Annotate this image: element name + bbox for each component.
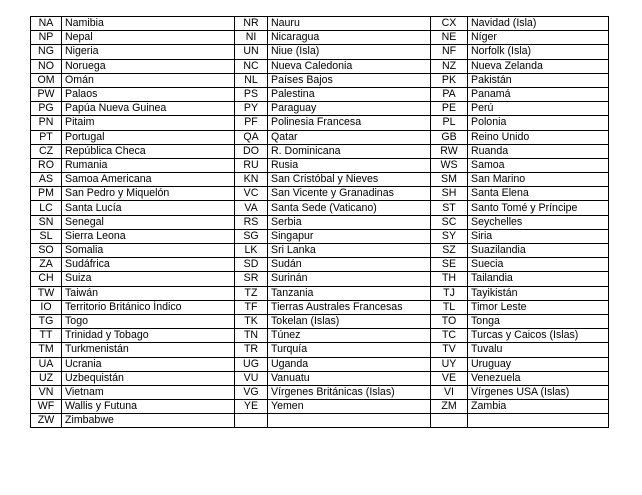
country-code-cell: KN	[235, 173, 268, 187]
country-name-cell: Sudáfrica	[62, 258, 235, 272]
country-name-cell: Norfolk (Isla)	[468, 45, 609, 59]
country-code-cell: PN	[31, 116, 62, 130]
country-code-cell: SM	[431, 173, 468, 187]
country-code-cell: TL	[431, 300, 468, 314]
country-name-cell: Tuvalu	[468, 343, 609, 357]
country-name-cell: Papúa Nueva Guinea	[62, 102, 235, 116]
country-code-cell: TH	[431, 272, 468, 286]
country-code-cell: YE	[235, 400, 268, 414]
country-code-cell: VG	[235, 385, 268, 399]
country-code-cell: PL	[431, 116, 468, 130]
country-name-cell: Rusia	[268, 158, 431, 172]
country-name-cell: Turcas y Caicos (Islas)	[468, 329, 609, 343]
country-name-cell: República Checa	[62, 144, 235, 158]
table-row	[31, 45, 609, 59]
country-name-cell: Perú	[468, 102, 609, 116]
country-name-cell: Togo	[62, 314, 235, 328]
country-code-cell: VE	[431, 371, 468, 385]
country-name-cell: Samoa Americana	[62, 173, 235, 187]
country-name-cell: Uzbequistán	[62, 371, 235, 385]
table-row	[31, 215, 609, 229]
country-name-cell: Países Bajos	[268, 73, 431, 87]
country-code-cell: SL	[31, 229, 62, 243]
table-row	[31, 357, 609, 371]
country-name-cell: Tailandia	[468, 272, 609, 286]
country-name-cell: Palaos	[62, 87, 235, 101]
country-code-cell: WS	[431, 158, 468, 172]
country-name-cell: Niue (Isla)	[268, 45, 431, 59]
country-code-cell: OM	[31, 73, 62, 87]
table-row	[31, 144, 609, 158]
country-name-cell: Sierra Leona	[62, 229, 235, 243]
country-name-cell: Polonia	[468, 116, 609, 130]
country-name-cell: Rumania	[62, 158, 235, 172]
country-name-cell: Tanzania	[268, 286, 431, 300]
country-code-cell: ST	[431, 201, 468, 215]
country-name-cell: Túnez	[268, 329, 431, 343]
country-code-table	[30, 16, 609, 428]
country-code-cell: NP	[31, 31, 62, 45]
country-name-cell: Nigeria	[62, 45, 235, 59]
country-name-cell: Uruguay	[468, 357, 609, 371]
country-name-cell: Uganda	[268, 357, 431, 371]
country-code-cell: TR	[235, 343, 268, 357]
country-code-cell: WF	[31, 400, 62, 414]
country-code-cell: PK	[431, 73, 468, 87]
country-name-cell: Zimbabwe	[62, 414, 235, 428]
country-code-cell: SD	[235, 258, 268, 272]
table-row	[31, 258, 609, 272]
country-code-cell: RO	[31, 158, 62, 172]
country-name-cell: Tierras Australes Francesas	[268, 300, 431, 314]
country-name-cell: Surinán	[268, 272, 431, 286]
country-name-cell: Santa Elena	[468, 187, 609, 201]
country-code-cell: PW	[31, 87, 62, 101]
table-row	[31, 87, 609, 101]
country-code-cell: CH	[31, 272, 62, 286]
country-code-cell: RS	[235, 215, 268, 229]
country-code-cell: UG	[235, 357, 268, 371]
country-name-cell: Trinidad y Tobago	[62, 329, 235, 343]
country-code-cell: TG	[31, 314, 62, 328]
table-row	[31, 244, 609, 258]
country-name-cell: San Vicente y Granadinas	[268, 187, 431, 201]
country-name-cell: Vanuatu	[268, 371, 431, 385]
country-code-cell: SG	[235, 229, 268, 243]
country-code-cell: LC	[31, 201, 62, 215]
table-row	[31, 102, 609, 116]
country-code-cell: ZM	[431, 400, 468, 414]
country-code-cell: TJ	[431, 286, 468, 300]
country-code-cell: VA	[235, 201, 268, 215]
country-table-body	[31, 17, 609, 428]
country-code-cell: TN	[235, 329, 268, 343]
country-name-cell: Tokelan (Islas)	[268, 314, 431, 328]
country-code-cell: SC	[431, 215, 468, 229]
country-code-cell: RW	[431, 144, 468, 158]
country-name-cell: Turkmenistán	[62, 343, 235, 357]
country-code-cell: TT	[31, 329, 62, 343]
country-code-cell: NC	[235, 59, 268, 73]
country-name-cell: Sri Lanka	[268, 244, 431, 258]
country-code-cell: TF	[235, 300, 268, 314]
country-code-cell: PG	[31, 102, 62, 116]
country-name-cell: Tonga	[468, 314, 609, 328]
country-name-cell: Yemen	[268, 400, 431, 414]
country-code-cell: LK	[235, 244, 268, 258]
table-row	[31, 314, 609, 328]
country-code-cell: PS	[235, 87, 268, 101]
table-row	[31, 187, 609, 201]
country-code-cell: SY	[431, 229, 468, 243]
country-code-cell: NR	[235, 17, 268, 31]
country-code-cell: VN	[31, 385, 62, 399]
country-code-cell: TV	[431, 343, 468, 357]
country-name-cell: Palestina	[268, 87, 431, 101]
country-name-cell: Santa Sede (Vaticano)	[268, 201, 431, 215]
country-code-cell: QA	[235, 130, 268, 144]
table-row	[31, 17, 609, 31]
country-name-cell: Nepal	[62, 31, 235, 45]
table-row	[31, 158, 609, 172]
country-code-cell: CZ	[31, 144, 62, 158]
country-name-cell: Ruanda	[468, 144, 609, 158]
country-name-cell: Suecia	[468, 258, 609, 272]
country-code-cell: SH	[431, 187, 468, 201]
country-name-cell: R. Dominicana	[268, 144, 431, 158]
table-row	[31, 414, 609, 428]
country-name-cell: Siria	[468, 229, 609, 243]
table-row	[31, 31, 609, 45]
country-code-cell: TO	[431, 314, 468, 328]
country-code-cell: SN	[31, 215, 62, 229]
country-name-cell: Namibia	[62, 17, 235, 31]
country-code-cell: TC	[431, 329, 468, 343]
country-code-cell: VC	[235, 187, 268, 201]
country-code-cell: UZ	[31, 371, 62, 385]
country-name-cell: Zambia	[468, 400, 609, 414]
country-name-cell	[468, 414, 609, 428]
country-name-cell: San Cristóbal y Nieves	[268, 173, 431, 187]
country-name-cell: Singapur	[268, 229, 431, 243]
country-name-cell: Reino Unido	[468, 130, 609, 144]
country-code-cell: VI	[431, 385, 468, 399]
country-name-cell: Suazilandia	[468, 244, 609, 258]
country-code-cell: SZ	[431, 244, 468, 258]
country-code-cell: NA	[31, 17, 62, 31]
country-code-cell: ZW	[31, 414, 62, 428]
country-code-cell: AS	[31, 173, 62, 187]
table-row	[31, 371, 609, 385]
country-code-cell: TZ	[235, 286, 268, 300]
country-code-cell: RU	[235, 158, 268, 172]
table-row	[31, 300, 609, 314]
country-name-cell: Santa Lucía	[62, 201, 235, 215]
country-code-cell: NO	[31, 59, 62, 73]
country-name-cell: San Marino	[468, 173, 609, 187]
country-code-cell: NL	[235, 73, 268, 87]
country-name-cell: Somalia	[62, 244, 235, 258]
country-name-cell	[268, 414, 431, 428]
country-code-cell: SR	[235, 272, 268, 286]
country-name-cell: Ucrania	[62, 357, 235, 371]
country-name-cell: Seychelles	[468, 215, 609, 229]
country-code-cell	[235, 414, 268, 428]
country-name-cell: Nueva Zelanda	[468, 59, 609, 73]
table-row	[31, 286, 609, 300]
table-row	[31, 201, 609, 215]
table-row	[31, 73, 609, 87]
country-name-cell: Taiwán	[62, 286, 235, 300]
country-name-cell: Sudán	[268, 258, 431, 272]
table-row	[31, 272, 609, 286]
country-code-cell: GB	[431, 130, 468, 144]
country-name-cell: Timor Leste	[468, 300, 609, 314]
country-name-cell: Polinesia Francesa	[268, 116, 431, 130]
country-code-cell: NF	[431, 45, 468, 59]
country-name-cell: Navidad (Isla)	[468, 17, 609, 31]
country-code-cell: NG	[31, 45, 62, 59]
country-name-cell: Santo Tomé y Príncipe	[468, 201, 609, 215]
country-code-cell: CX	[431, 17, 468, 31]
country-name-cell: Pitaim	[62, 116, 235, 130]
country-code-cell: UA	[31, 357, 62, 371]
country-name-cell: Samoa	[468, 158, 609, 172]
country-name-cell: Qatar	[268, 130, 431, 144]
country-name-cell: Nueva Caledonia	[268, 59, 431, 73]
country-name-cell: Serbia	[268, 215, 431, 229]
country-name-cell: Wallis y Futuna	[62, 400, 235, 414]
country-name-cell: Portugal	[62, 130, 235, 144]
country-code-cell: IO	[31, 300, 62, 314]
country-name-cell: Territorio Británico Índico	[62, 300, 235, 314]
country-code-cell: TM	[31, 343, 62, 357]
table-row	[31, 173, 609, 187]
country-code-cell: PF	[235, 116, 268, 130]
country-code-cell: SO	[31, 244, 62, 258]
country-code-cell: SE	[431, 258, 468, 272]
table-row	[31, 343, 609, 357]
table-row	[31, 59, 609, 73]
country-code-cell: ZA	[31, 258, 62, 272]
country-code-cell: PA	[431, 87, 468, 101]
country-code-cell: NE	[431, 31, 468, 45]
country-name-cell: Paraguay	[268, 102, 431, 116]
country-name-cell: Omán	[62, 73, 235, 87]
country-code-cell: UY	[431, 357, 468, 371]
country-name-cell: Nauru	[268, 17, 431, 31]
country-name-cell: Venezuela	[468, 371, 609, 385]
country-code-cell: TK	[235, 314, 268, 328]
country-name-cell: Vírgenes USA (Islas)	[468, 385, 609, 399]
country-name-cell: Nicaragua	[268, 31, 431, 45]
country-name-cell: Tayikistán	[468, 286, 609, 300]
country-name-cell: Suiza	[62, 272, 235, 286]
country-name-cell: Turquía	[268, 343, 431, 357]
country-name-cell: Níger	[468, 31, 609, 45]
country-code-cell: VU	[235, 371, 268, 385]
country-name-cell: Senegal	[62, 215, 235, 229]
table-row	[31, 385, 609, 399]
country-code-cell: NI	[235, 31, 268, 45]
table-row	[31, 130, 609, 144]
country-name-cell: Panamá	[468, 87, 609, 101]
country-name-cell: Vietnam	[62, 385, 235, 399]
country-code-cell: DO	[235, 144, 268, 158]
country-code-cell: PE	[431, 102, 468, 116]
country-name-cell: Noruega	[62, 59, 235, 73]
country-name-cell: San Pedro y Miquelón	[62, 187, 235, 201]
table-row	[31, 400, 609, 414]
country-code-cell: TW	[31, 286, 62, 300]
country-code-cell: PM	[31, 187, 62, 201]
country-name-cell: Vírgenes Británicas (Islas)	[268, 385, 431, 399]
country-code-cell: PY	[235, 102, 268, 116]
country-name-cell: Pakistán	[468, 73, 609, 87]
table-row	[31, 329, 609, 343]
country-code-cell: UN	[235, 45, 268, 59]
country-code-cell: PT	[31, 130, 62, 144]
country-code-cell: NZ	[431, 59, 468, 73]
country-code-cell	[431, 414, 468, 428]
table-row	[31, 229, 609, 243]
table-row	[31, 116, 609, 130]
